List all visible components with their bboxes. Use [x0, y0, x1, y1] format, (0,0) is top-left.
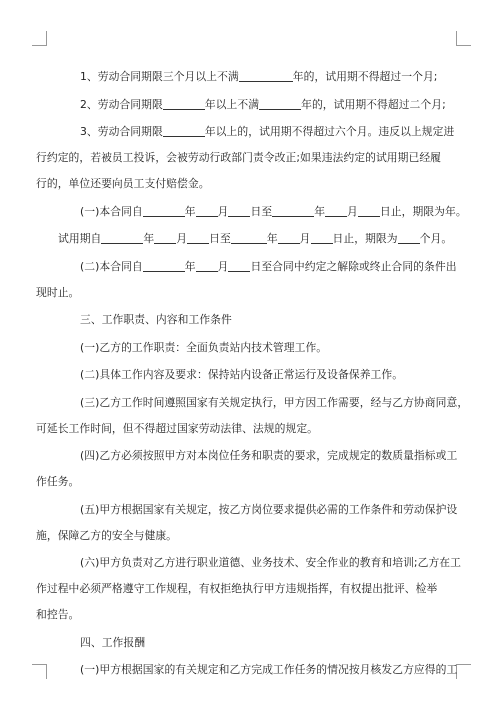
text: 作任务。	[36, 475, 80, 488]
blank-line	[143, 204, 185, 217]
paragraph-5	[58, 226, 453, 252]
text: 月	[217, 259, 229, 273]
text: 1、劳动合同期限三个月以上不满	[80, 70, 239, 83]
text: 3、劳动合同期限	[80, 125, 163, 138]
text: 施，保障乙方的安全与健康。	[36, 528, 178, 542]
blank-line	[154, 231, 176, 244]
text: (三)乙方工作时间遵照国家有关规定执行，甲方因工作需要，经与乙方协商同意，	[80, 395, 469, 409]
paragraph-1	[58, 64, 448, 90]
text: 年	[184, 259, 196, 273]
text: 日至	[209, 232, 231, 245]
text: 日止，期限为	[332, 232, 398, 245]
blank-line	[311, 231, 333, 244]
text: 作过程中必须严格遵守工作规程，有权拒绝执行甲方违规指挥，有权提出批评、检举	[36, 582, 438, 595]
text: 月	[217, 204, 229, 218]
text: 现时止。	[36, 285, 80, 299]
paragraph-3	[36, 119, 455, 197]
text: 年	[266, 232, 278, 245]
blank-line	[196, 204, 218, 217]
paragraph-2	[58, 92, 448, 118]
paragraph-pay: (一)甲方根据国家的有关规定和乙方完成工作任务的情况按月核发乙方应得的工	[80, 663, 458, 676]
blank-line	[187, 231, 209, 244]
text: 年	[184, 204, 196, 218]
text: 行的，单位还要向员工支付赔偿金。	[36, 177, 210, 190]
text: (二)本合同自	[80, 259, 143, 273]
blank-line	[358, 204, 380, 217]
paragraph-6	[36, 254, 457, 306]
paragraph-content: (二)具体工作内容及要求：保持站内设备正常运行及设备保养工作。	[80, 368, 404, 381]
blank-line	[239, 69, 293, 82]
blank-line	[272, 204, 314, 217]
blank-line	[163, 124, 205, 137]
text: (四)乙方必须按照甲方对本岗位任务和职责的要求，完成规定的数质量指标或工	[80, 449, 458, 462]
text: (一)本合同自	[80, 204, 143, 218]
corner-mark-bottom-right	[456, 664, 471, 679]
text: 日止，期限为年。	[379, 204, 467, 218]
corner-mark-bottom-left	[32, 664, 47, 679]
text: 行约定的，若被员工投诉，会被劳动行政部门责令改正;如果违法约定的试用期已经履	[36, 151, 442, 164]
text: 年的，试用期不得超过二个月;	[301, 97, 446, 111]
text: 月	[347, 204, 358, 218]
text: 和控告。	[36, 608, 80, 621]
paragraph-duty: (一)乙方的工作职责：全面负责站内技术管理工作。	[80, 340, 328, 354]
paragraph-tasks	[36, 443, 458, 495]
blank-line	[278, 231, 300, 244]
section-heading-4: 四、工作报酬	[80, 635, 146, 649]
section-heading-3: 三、工作职责、内容和工作条件	[80, 313, 232, 326]
paragraph-4	[58, 199, 467, 225]
blank-line	[325, 204, 347, 217]
text: 月	[299, 232, 311, 245]
blank-line	[196, 259, 218, 272]
text: 个月。	[419, 232, 453, 245]
blank-line	[101, 231, 143, 244]
paragraph-worktime	[36, 390, 469, 442]
blank-line	[228, 204, 250, 217]
text: (五)甲方根据国家有关规定，按乙方岗位要求提供必需的工作条件和劳动保护设	[80, 502, 458, 516]
blank-line	[398, 231, 420, 244]
blank-line	[231, 231, 267, 244]
blank-line	[143, 259, 185, 272]
text: 年以上的，试用期不得超过六个月。违反以上规定进	[204, 125, 455, 138]
text: 2、劳动合同期限	[80, 97, 163, 111]
text: 月	[176, 232, 188, 245]
corner-mark-top-right	[456, 31, 471, 46]
text: 年	[314, 204, 326, 218]
paragraph-conditions	[36, 497, 458, 549]
text: 日至合同中约定之解除或终止合同的条件出	[250, 259, 457, 273]
blank-line	[163, 97, 205, 110]
text: 试用期自	[58, 232, 102, 245]
text: 年的，试用期不得超过一个月;	[292, 70, 438, 83]
text: 年	[143, 232, 155, 245]
text: 日至	[250, 204, 273, 218]
text: (六)甲方负责对乙方进行职业道德、业务技术、安全作业的教育和培训;乙方在工	[80, 556, 462, 569]
document-page	[36, 64, 469, 683]
text: 年以上不满	[204, 97, 260, 111]
paragraph-training	[36, 550, 462, 628]
blank-line	[228, 259, 250, 272]
text: 可延长工作时间，但不得超过国家劳动法律、法规的规定。	[36, 421, 319, 435]
blank-line	[259, 97, 301, 110]
corner-mark-top-left	[32, 31, 47, 46]
